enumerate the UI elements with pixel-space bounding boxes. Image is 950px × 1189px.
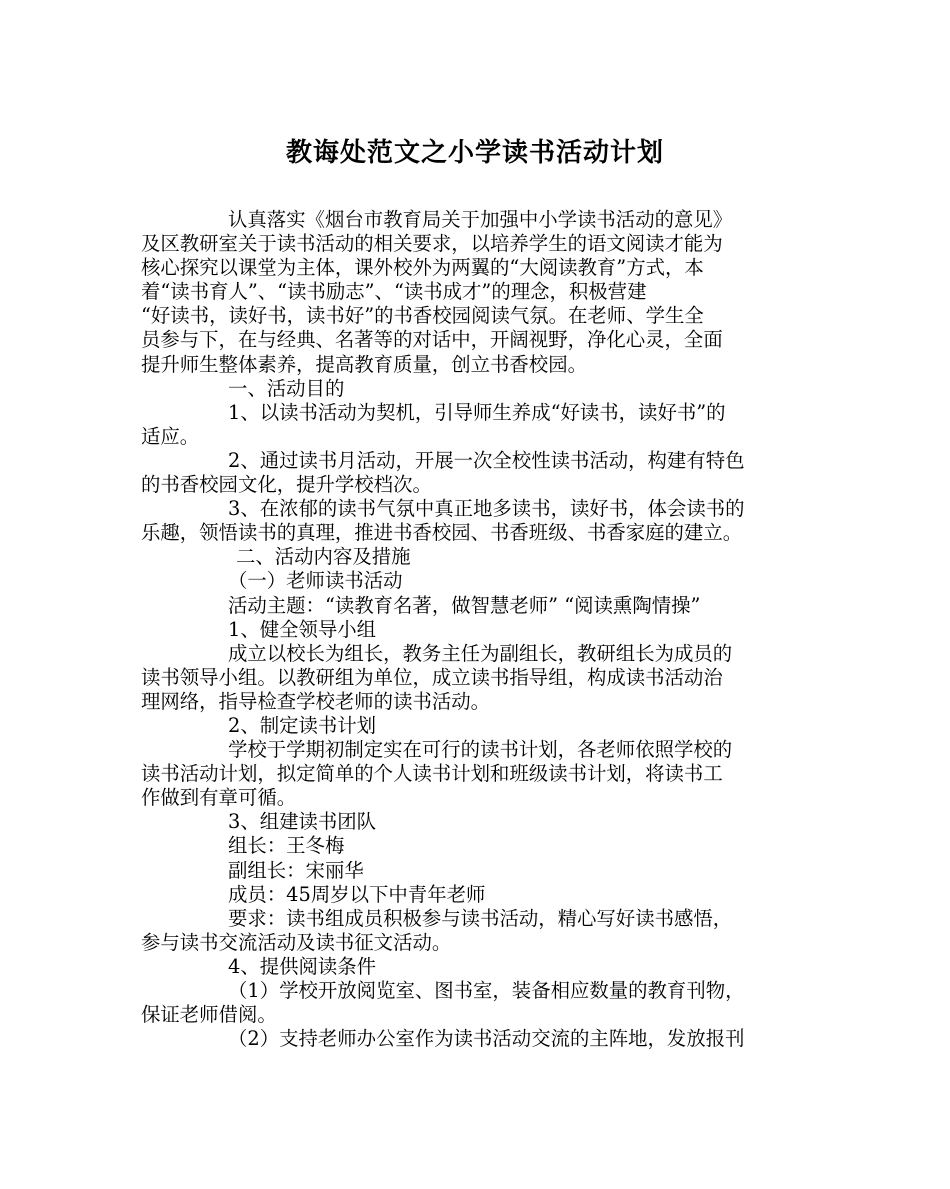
paragraph-line: 学校于学期初制定实在可行的读书计划，各老师依照学校的 [228, 738, 733, 762]
paragraph-line: 理网络，指导检查学校老师的读书活动。 [141, 689, 491, 713]
paragraph-line: 认真落实《烟台市教育局关于加强中小学读书活动的意见》 [228, 208, 733, 231]
paragraph-line: 1、以读书活动为契机，引导师生养成“好读书，读好书”的 [228, 400, 726, 424]
paragraph-line: 2、通过读书月活动，开展一次全校性读书活动，构建有特色 [228, 448, 745, 472]
paragraph-line: 着“读书育人”、“读书励志”、“读书成才”的理念，积极营建 [141, 280, 647, 304]
paragraph-line: 乐趣，领悟读书的真理，推进书香校园、书香班级、书香家庭的建立。 [141, 521, 743, 545]
paragraph-line: 读书领导小组。以教研组为单位，成立读书指导组，构成读书活动治 [141, 665, 723, 689]
paragraph-line: 二、活动内容及措施 [236, 545, 411, 569]
paragraph-line: 成员：45周岁以下中青年老师 [228, 882, 486, 906]
paragraph-line: 3、在浓郁的读书气氛中真正地多读书，读好书，体会读书的 [228, 497, 745, 521]
paragraph-line: 适应。 [141, 424, 200, 448]
document-body [141, 208, 831, 1051]
paragraph-line: 作做到有章可循。 [141, 786, 297, 810]
paragraph-line: 及区教研室关于读书活动的相关要求，以培养学生的语文阅读才能为 [141, 232, 723, 256]
paragraph-line: （2）支持老师办公室作为读书活动交流的主阵地，发放报刊 [228, 1027, 745, 1051]
paragraph-line: （1）学校开放阅览室、图书室，装备相应数量的教育刊物， [228, 979, 745, 1002]
paragraph-line: 一、活动目的 [228, 376, 345, 400]
paragraph-line: 组长：王冬梅 [228, 834, 345, 858]
paragraph-line: 活动主题：“读教育名著，做智慧老师” “阅读熏陶情操” [228, 593, 701, 617]
paragraph-line: 副组长：宋丽华 [228, 858, 364, 882]
paragraph-line: 2、制定读书计划 [228, 713, 377, 737]
paragraph-line: 参与读书交流活动及读书征文活动。 [141, 930, 452, 954]
paragraph-line: 的书香校园文化，提升学校档次。 [141, 473, 432, 497]
paragraph-line: （一）老师读书活动 [228, 569, 403, 593]
paragraph-line: 员参与下，在与经典、名著等的对话中，开阔视野，净化心灵，全面 [141, 328, 723, 352]
paragraph-line: 保证老师借阅。 [141, 1003, 277, 1027]
document-title: 教诲处范文之小学读书活动计划 [285, 138, 664, 168]
paragraph-line: “好读书，读好书，读书好”的书香校园阅读气氛。在老师、学生全 [141, 304, 704, 328]
paragraph-line: 1、健全领导小组 [228, 617, 377, 641]
paragraph-line: 4、提供阅读条件 [228, 954, 377, 978]
paragraph-line: 要求：读书组成员积极参与读书活动，精心写好读书感悟， [228, 906, 733, 930]
paragraph-line: 成立以校长为组长，教务主任为副组长，教研组长为成员的 [228, 641, 733, 665]
paragraph-line: 读书活动计划，拟定简单的个人读书计划和班级读书计划，将读书工 [141, 762, 723, 786]
paragraph-line: 提升师生整体素养，提高教育质量，创立书香校园。 [141, 352, 587, 376]
paragraph-line: 3、组建读书团队 [228, 810, 377, 834]
paragraph-line: 核心探究以课堂为主体，课外校外为两翼的“大阅读教育”方式，本 [141, 256, 704, 280]
